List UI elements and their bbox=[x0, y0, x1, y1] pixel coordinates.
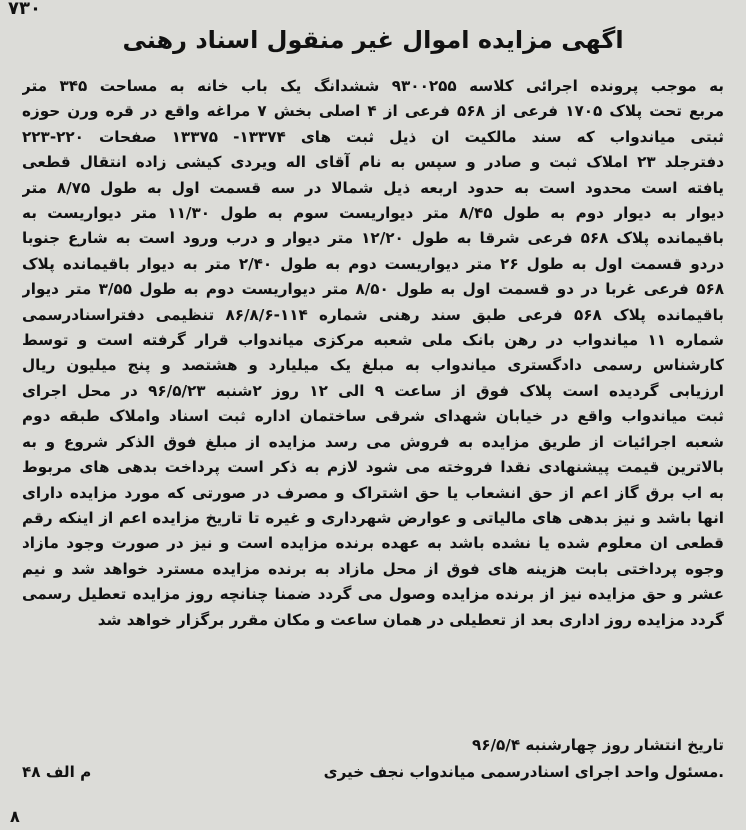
signature-row bbox=[22, 760, 724, 785]
body-line: وجوه پرداختی بابت هزینه های فوق از محل مازاد به برنده مزایده مسترد خواهد شد و نیم bbox=[22, 559, 724, 578]
body-line: ثبت میاندواب واقع در خیابان شهدای شرقی ساختمان اداره ثبت اسناد واملاک طبقه دوم bbox=[22, 407, 724, 426]
body-line: ارزیابی گردیده است پلاک فوق از ساعت ۹ الی ۱۲ روز ۲شنبه ۹۶/۵/۲۳ در محل اجرای bbox=[22, 381, 724, 400]
body-line: ۵۶۸ فرعی غربا در دو قسمت اول به طول ۸/۵۰ متر دیواریست دوم به طول ۳/۵۵ متر دیوار bbox=[22, 280, 724, 299]
body-line: قطعی ان معلوم شده یا نشده باشد به عهده برنده مزایده است و نیز در صورت وجود مازاد bbox=[22, 534, 724, 553]
body-line: مربع تحت پلاک ۱۷۰۵ فرعی از ۵۶۸ فرعی از ۴ اصلی بخش ۷ مراغه واقع در قره ورن حوزه bbox=[22, 102, 724, 121]
notice-code: م الف ۴۸ bbox=[22, 763, 92, 781]
body-line: عشر و حق مزایده نیز از برنده مزایده وصول می گردد ضمنا چنانچه روز مزایده تعطیل رسمی bbox=[22, 585, 724, 604]
body-line: بالاترین قیمت پیشنهادی نقدا فروخته می شود لازم به ذکر است پرداخت بدهی های مربوط bbox=[22, 458, 724, 477]
body-line: انها باشد و نیز بدهی های مالیاتی و عوارض شهرداری و غیره تا تاریخ مزایده اعم از اینکه رقم bbox=[22, 508, 724, 527]
body-line: به موجب پرونده اجرائی کلاسه ۹۳۰۰۲۵۵ ششدانگ یک باب خانه به مساحت ۳۴۵ متر bbox=[22, 77, 724, 95]
bottom-mark: ۸ bbox=[10, 807, 20, 826]
body-line: یافته است محدود است به حدود اربعه ذیل شمالا در سه قسمت اول به طول ۸/۷۵ متر bbox=[22, 178, 724, 197]
ad-number: ۷۳۰ bbox=[8, 0, 41, 19]
body-line: گردد مزایده روز اداری بعد از تعطیلی در همان ساعت و مکان مقرر برگزار خواهد شد bbox=[97, 610, 724, 629]
body-line: به اب برق گاز اعم از حق انشعاب یا حق اشتراک و مصرف در صورتی که مورد مزایده دارای bbox=[22, 483, 724, 502]
body-line: باقیمانده پلاک ۵۶۸ فرعی شرقا به طول ۱۲/۲۰ متر دیوار و درب ورود است به شارع جنوبا bbox=[22, 229, 724, 248]
body-line: دیوار به دیوار دوم به طول ۸/۴۵ متر دیواریست سوم به طول ۱۱/۳۰ متر دیواریست به bbox=[22, 204, 724, 223]
body-line: ثبتی میاندواب که سند مالکیت ان ذیل ثبت های ۱۳۳۷۴- ۱۳۳۷۵ صفحات ۲۲۰-۲۲۳ bbox=[22, 127, 724, 146]
body-line: شعبه اجرائیات از طریق مزایده به فروش می رسد مزایده از مبلغ فوق الذکر شروع و به bbox=[22, 432, 724, 451]
body-line: کارشناس رسمی دادگستری میاندواب به مبلغ یک میلیارد و هشتصد و پنج میلیون ریال bbox=[22, 356, 724, 375]
notice-body bbox=[22, 74, 724, 633]
publish-date: تاریخ انتشار روز چهارشنبه ۹۶/۵/۴ bbox=[471, 736, 724, 754]
signer-name: .مسئول واحد اجرای اسنادرسمی میاندواب نجف خیری bbox=[323, 763, 724, 781]
notice-title: اگهی مزایده اموال غیر منقول اسناد رهنی bbox=[122, 26, 624, 54]
body-line: دردو قسمت اول به طول ۲۶ متر دیواریست دوم به طول ۲/۴۰ متر به دیوار باقیمانده پلاک bbox=[22, 254, 724, 273]
body-line: شماره ۱۱ میاندواب در رهن بانک ملی شعبه مرکزی میاندواب قرار گرفته است و توسط bbox=[22, 331, 724, 350]
body-line: دفترجلد ۲۳ املاک ثبت و صادر و سپس به نام آقای اله ویردی کیشی زاده انتقال قطعی bbox=[22, 153, 724, 172]
body-line: باقیمانده پلاک ۵۶۸ فرعی طبق سند رهنی شماره ۱۱۴-۸۶/۸/۶ تنظیمی دفتراسنادرسمی bbox=[22, 305, 724, 324]
